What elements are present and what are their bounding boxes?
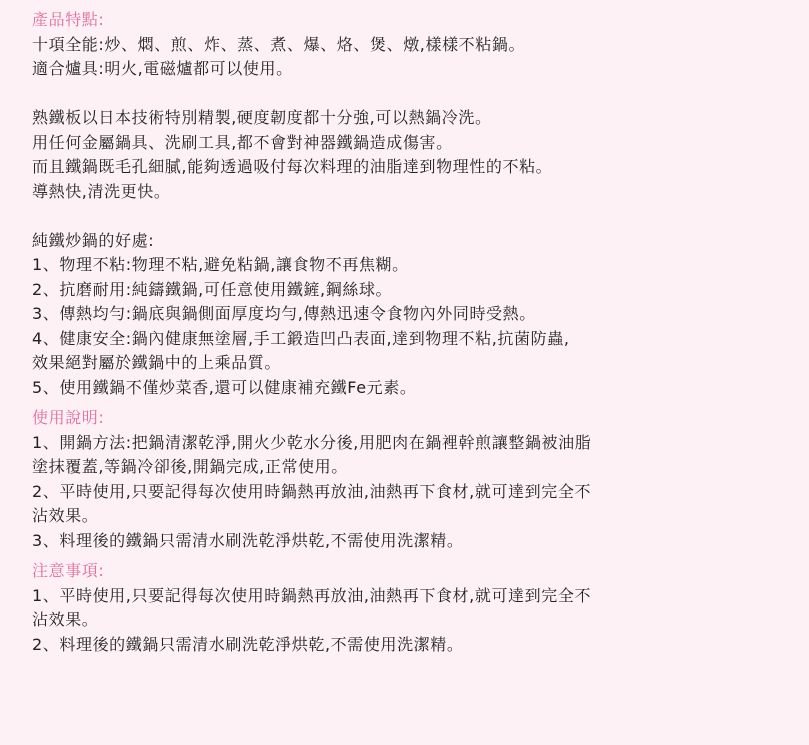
benefits-line: 效果絕對屬於鐵鍋中的上乘品質。 [32, 353, 282, 372]
notes-section [32, 559, 789, 657]
notes-heading: 注意事項: [32, 561, 105, 580]
notes-line: 沾效果。 [32, 610, 99, 629]
description-line: 導熱快,清洗更快。 [32, 181, 171, 201]
features-line: 適合爐具:明火,電磁爐都可以使用。 [32, 59, 293, 78]
benefits-line: 2、抗磨耐用:純鑄鐵鍋,可任意使用鐵鏟,鋼絲球。 [32, 279, 393, 299]
usage-line: 沾效果。 [32, 506, 99, 525]
description-section [32, 106, 789, 204]
spacer [32, 204, 789, 229]
description-line: 熟鐵板以日本技術特別精製,硬度韌度都十分強,可以熱鍋冷洗。 [32, 108, 492, 127]
benefits-line: 4、健康安全:鍋內健康無塗層,手工鍛造凹凸表面,達到物理不粘,抗菌防蟲, [32, 328, 570, 348]
usage-line: 3、料理後的鐵鍋只需清水刷洗乾淨烘乾,不需使用洗潔精。 [32, 530, 464, 550]
usage-line: 2、平時使用,只要記得每次使用時鍋熱再放油,油熱再下食材,就可達到完全不 [32, 481, 592, 501]
notes-line: 2、料理後的鐵鍋只需清水刷洗乾淨烘乾,不需使用洗潔精。 [32, 634, 464, 654]
benefits-title: 純鐵炒鍋的好處: [32, 230, 155, 250]
usage-line: 塗抹覆蓋,等鍋冷卻後,開鍋完成,正常使用。 [32, 457, 348, 476]
benefits-line: 1、物理不粘:物理不粘,避免粘鍋,讓食物不再焦糊。 [32, 255, 409, 274]
benefits-section [32, 229, 789, 401]
notes-line: 1、平時使用,只要記得每次使用時鍋熱再放油,油熱再下食材,就可達到完全不 [32, 585, 592, 605]
benefits-line: 5、使用鐵鍋不僅炒菜香,還可以健康補充鐵Fe元素。 [32, 377, 417, 397]
usage-line: 1、開鍋方法:把鍋清潔乾淨,開火少乾水分後,用肥肉在鍋裡幹煎讓整鍋被油脂 [32, 432, 592, 452]
benefits-line: 3、傳熱均勻:鍋底與鍋側面厚度均勻,傳熱迅速令食物內外同時受熱。 [32, 304, 536, 323]
description-line: 而且鐵鍋既毛孔細膩,能夠透過吸付每次料理的油脂達到物理性的不粘。 [32, 157, 553, 176]
usage-heading: 使用說明: [32, 408, 105, 427]
features-line: 十項全能:炒、燜、煎、炸、蒸、煮、爆、烙、煲、燉,樣樣不粘鍋。 [32, 34, 526, 54]
features-section [32, 8, 789, 82]
features-heading: 產品特點: [32, 10, 105, 29]
description-line: 用任何金屬鍋具、洗刷工具,都不會對神器鐵鍋造成傷害。 [32, 132, 453, 152]
usage-section [32, 406, 789, 553]
spacer [32, 82, 789, 107]
